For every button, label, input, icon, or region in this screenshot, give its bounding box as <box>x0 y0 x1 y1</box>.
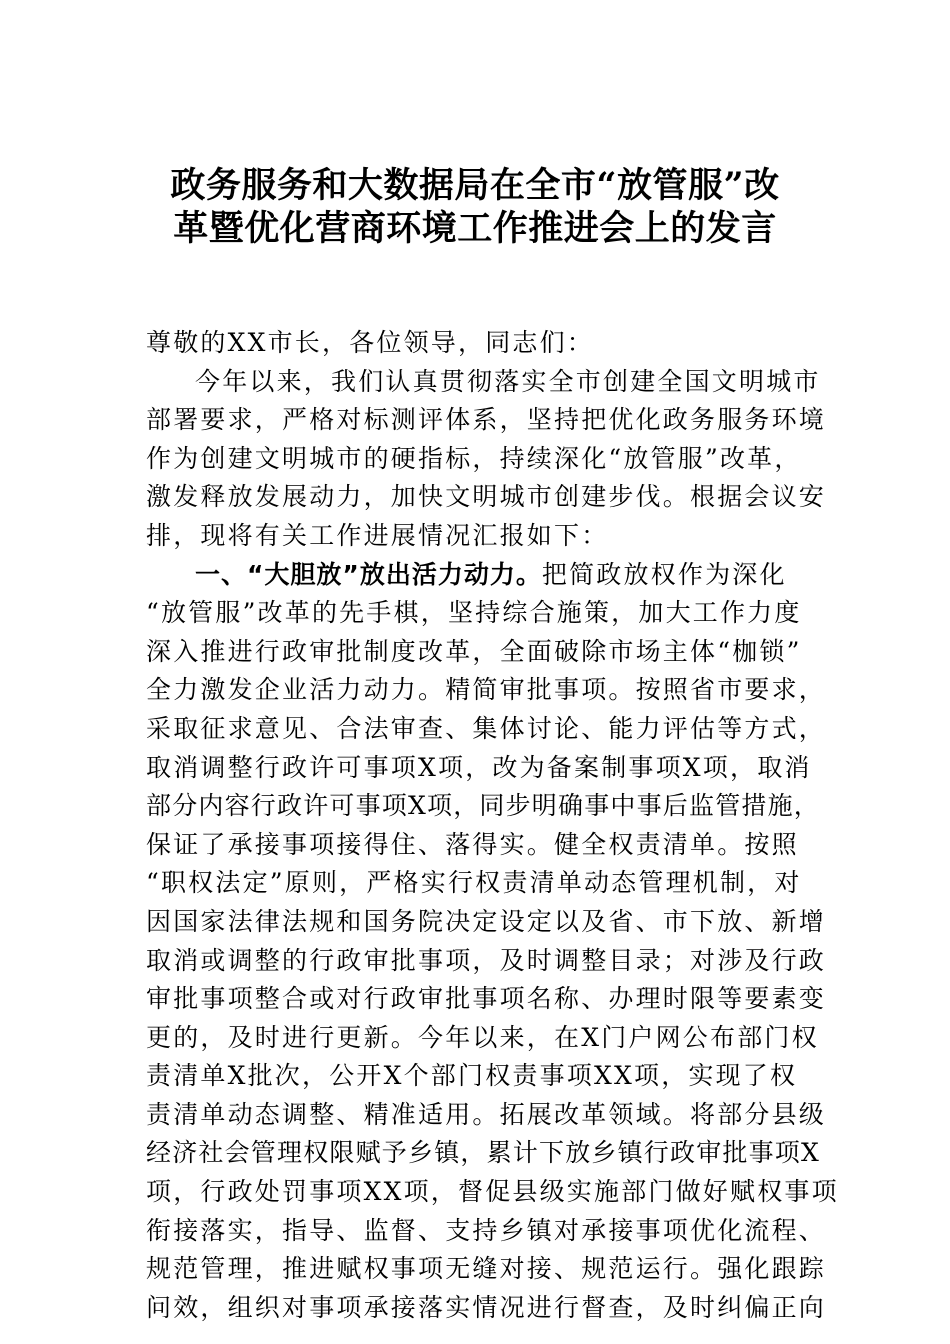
section-1-line: 保证了承接事项接得住、落得实。健全权责清单。按照 <box>146 829 799 859</box>
section-1-heading: 一、“大胆放”放出活力动力。 <box>195 559 542 589</box>
section-1-line: “职权法定”原则，严格实行权责清单动态管理机制，对 <box>146 868 802 898</box>
section-1-first-line-rest: 把简政放权作为深化 <box>541 559 787 589</box>
section-1-line: 采取征求意见、合法审查、集体讨论、能力评估等方式， <box>146 713 827 743</box>
section-1-line: 更的，及时进行更新。今年以来，在X门户网公布部门权 <box>146 1022 819 1052</box>
section-1-line: “放管服”改革的先手棋，坚持综合施策，加大工作力度 <box>146 598 802 628</box>
intro-line: 部署要求，严格对标测评体系，坚持把优化政务服务环境 <box>146 405 827 435</box>
section-1-line: 深入推进行政审批制度改革，全面破除市场主体“枷锁” <box>146 636 802 666</box>
section-1-first-line <box>146 556 826 595</box>
section-1-line: 审批事项整合或对行政审批事项名称、办理时限等要素变 <box>146 984 827 1014</box>
intro-line: 激发释放发展动力，加快文明城市创建步伐。根据会议安 <box>146 482 827 512</box>
section-1-line: 经济社会管理权限赋予乡镇，累计下放乡镇行政审批事项X <box>146 1138 821 1168</box>
section-1-line: 衔接落实，指导、监督、支持乡镇对承接事项优化流程、 <box>146 1215 827 1245</box>
section-1-line: 规范管理，推进赋权事项无缝对接、规范运行。强化跟踪 <box>146 1254 827 1284</box>
intro-line: 作为创建文明城市的硬指标，持续深化“放管服”改革， <box>146 443 802 473</box>
document-body <box>146 324 839 1327</box>
section-1-line: 取消调整行政许可事项X项，改为备案制事项X项，取消 <box>146 752 812 782</box>
section-1-line: 责清单动态调整、精准适用。拓展改革领域。将部分县级 <box>146 1099 827 1129</box>
section-1-line: 问效，组织对事项承接落实情况进行督查，及时纠偏正向 <box>146 1292 827 1322</box>
intro-line: 今年以来，我们认真贯彻落实全市创建全国文明城市 <box>195 366 821 396</box>
section-1-line: 项，行政处罚事项XX项，督促县级实施部门做好赋权事项 <box>146 1177 839 1207</box>
salutation: 尊敬的XX市长，各位领导，同志们： <box>146 328 594 357</box>
section-1-line: 因国家法律法规和国务院决定设定以及省、市下放、新增 <box>146 906 827 936</box>
intro-line: 排，现将有关工作进展情况汇报如下： <box>146 520 609 550</box>
section-1-line: 取消或调整的行政审批事项，及时调整目录；对涉及行政 <box>146 945 827 975</box>
section-1-line: 全力激发企业活力动力。精简审批事项。按照省市要求， <box>146 675 827 705</box>
section-1-line: 责清单X批次，公开X个部门权责事项XX项，实现了权 <box>146 1061 798 1091</box>
section-1-line: 部分内容行政许可事项X项，同步明确事中事后监管措施， <box>146 791 821 821</box>
document-title-line-1: 政务服务和大数据局在全市“放管服”改 <box>170 165 780 206</box>
document-title-line-2: 革暨优化营商环境工作推进会上的发言 <box>173 208 777 249</box>
